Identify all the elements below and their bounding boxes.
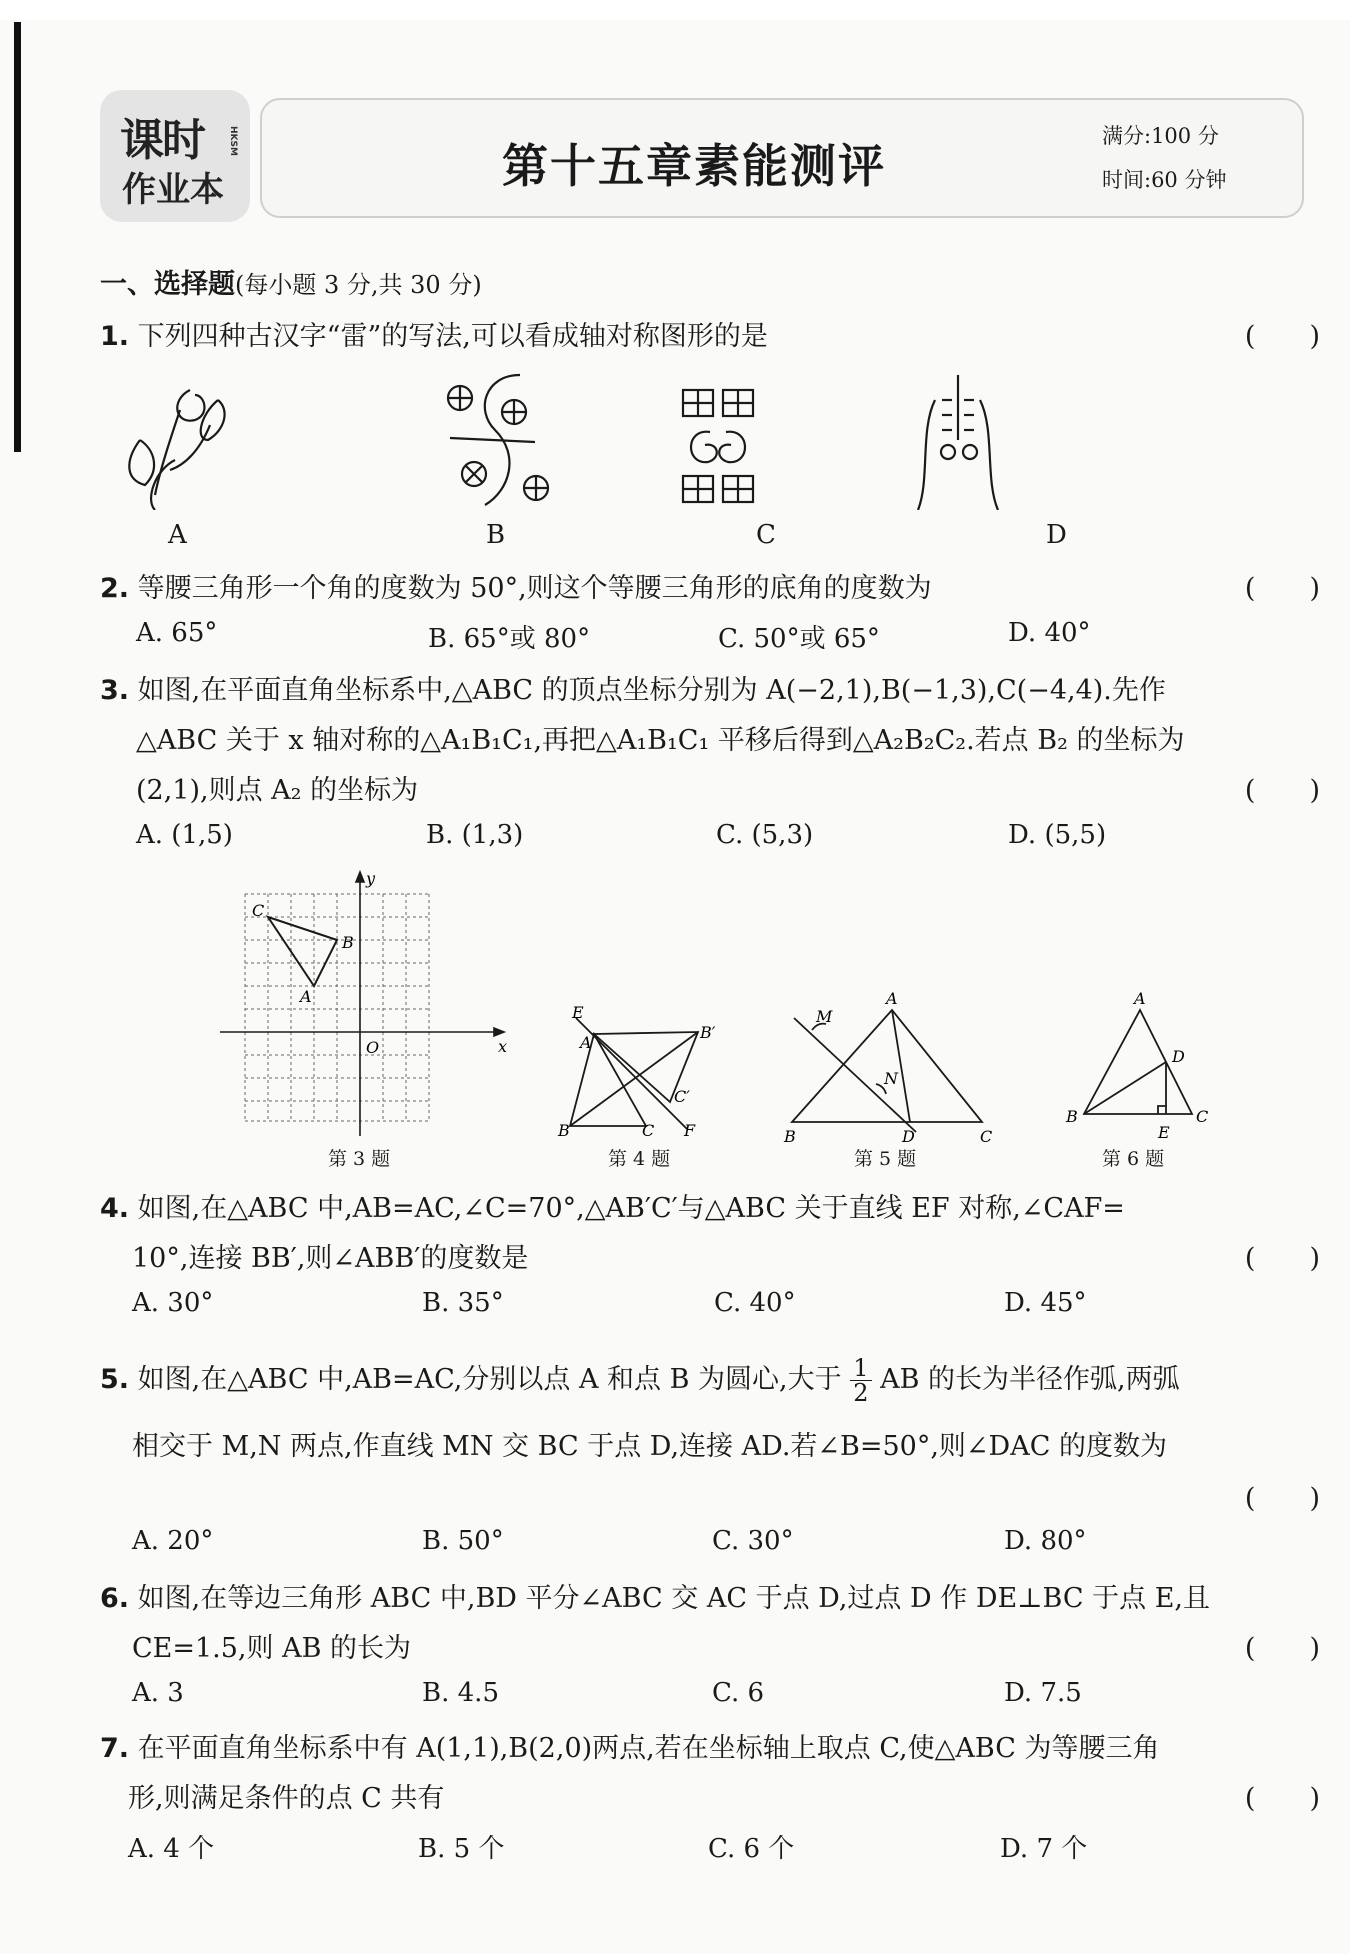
q1-label-a: A: [168, 520, 187, 550]
figure5-point-n: N: [884, 1069, 898, 1088]
figure4-point-c-prime: C′: [674, 1087, 690, 1106]
q5-fraction: [850, 1356, 871, 1405]
figure3-origin-label: O: [366, 1038, 380, 1057]
q6-number: 6.: [100, 1583, 130, 1614]
figure6-point-e: E: [1158, 1123, 1170, 1142]
q7-option-b[interactable]: B. 5 个: [418, 1834, 505, 1864]
q4-option-d[interactable]: D. 45°: [1004, 1288, 1087, 1318]
figure4-point-f: F: [684, 1121, 696, 1140]
q2-number: 2.: [100, 573, 130, 604]
q4-stem-line1: [100, 1186, 1125, 1225]
q7-text-line1: 在平面直角坐标系中有 A(1,1),B(2,0)两点,若在坐标轴上取点 C,使△ABC 为等腰三角: [137, 1733, 1160, 1764]
q1-number: 1.: [100, 321, 130, 352]
figure5-point-c: C: [980, 1127, 993, 1146]
figure5-point-m: M: [816, 1007, 833, 1026]
full-score: 满分:100 分: [1102, 124, 1219, 148]
figure4-point-e: E: [572, 1003, 584, 1022]
q7-option-d[interactable]: D. 7 个: [1000, 1834, 1088, 1864]
q6-stem-line1: [100, 1576, 1210, 1615]
glyph-b-image: [448, 375, 548, 505]
binding-spine: [14, 22, 21, 452]
q4-option-a[interactable]: A. 30°: [132, 1288, 214, 1318]
q4-option-c[interactable]: C. 40°: [714, 1288, 796, 1318]
q6-stem-line2: CE=1.5,则 AB 的长为: [132, 1633, 412, 1664]
figure6-point-b: B: [1066, 1107, 1078, 1126]
q3-answer-paren[interactable]: ( ): [1244, 775, 1320, 806]
figure5-point-d: D: [902, 1127, 915, 1146]
book-logo: [100, 90, 250, 222]
q2-option-a[interactable]: A. 65°: [136, 618, 218, 648]
figure5-point-a: A: [886, 989, 898, 1008]
q5-text-line1b: AB 的长为半径作弧,两弧: [880, 1364, 1180, 1395]
q3-stem-line2: △ABC 关于 x 轴对称的△A₁B₁C₁,再把△A₁B₁C₁ 平移后得到△A₂B₂C₂.若点 B₂ 的坐标为: [136, 725, 1185, 756]
q1-label-d: D: [1046, 520, 1067, 550]
q1-label-b: B: [486, 520, 506, 550]
section-heading: [100, 262, 482, 301]
q3-option-c[interactable]: C. (5,3): [716, 820, 814, 850]
figure6-point-d: D: [1172, 1047, 1185, 1066]
figure6-caption: 第 6 题: [1102, 1148, 1165, 1170]
q5-fraction-numerator: 1: [850, 1356, 871, 1381]
q3-number: 3.: [100, 675, 130, 706]
q7-option-c[interactable]: C. 6 个: [708, 1834, 795, 1864]
figure5-point-b: B: [784, 1127, 796, 1146]
figures-row: [100, 866, 1300, 1166]
q2-option-b[interactable]: B. 65°或 80°: [428, 624, 591, 654]
q6-option-c[interactable]: C. 6: [712, 1678, 765, 1708]
q4-option-b[interactable]: B. 35°: [422, 1288, 504, 1318]
logo-line1: 课时: [120, 115, 204, 166]
q6-option-a[interactable]: A. 3: [132, 1678, 184, 1708]
q2-stem: [100, 566, 932, 605]
q7-number: 7.: [100, 1733, 130, 1764]
figure3-triangle: [268, 917, 337, 986]
q7-option-a[interactable]: A. 4 个: [128, 1834, 215, 1864]
figure6-point-c: C: [1196, 1107, 1209, 1126]
q5-option-c[interactable]: C. 30°: [712, 1526, 794, 1556]
figure4-caption: 第 4 题: [608, 1148, 671, 1170]
q4-answer-paren[interactable]: ( ): [1244, 1243, 1320, 1274]
q5-answer-paren[interactable]: ( ): [1244, 1483, 1320, 1514]
q6-text-line1: 如图,在等边三角形 ABC 中,BD 平分∠ABC 交 AC 于点 D,过点 D 作 DE⊥BC 于点 E,且: [137, 1583, 1211, 1614]
q3-option-d[interactable]: D. (5,5): [1008, 820, 1107, 850]
title-box: [260, 98, 1304, 218]
figure4-point-b-prime: B′: [700, 1023, 716, 1042]
q5-fraction-denominator: 2: [853, 1379, 869, 1407]
q5-stem-line1: [100, 1356, 1180, 1405]
figure5-caption: 第 5 题: [854, 1148, 917, 1170]
q7-stem-line1: [100, 1726, 1159, 1765]
q5-option-a[interactable]: A. 20°: [132, 1526, 214, 1556]
q3-stem-line3: (2,1),则点 A₂ 的坐标为: [136, 775, 419, 806]
figure3-point-a: A: [300, 987, 312, 1006]
figure3-grid: [245, 894, 429, 1121]
q1-text: 下列四种古汉字“雷”的写法,可以看成轴对称图形的是: [137, 321, 768, 352]
page-top-strip: [0, 0, 1350, 20]
figure4-point-b: B: [558, 1121, 570, 1140]
q5-text-line1a: 如图,在△ABC 中,AB=AC,分别以点 A 和点 B 为圆心,大于: [137, 1364, 842, 1395]
figure3-y-label: y: [366, 869, 376, 888]
q3-text-line1: 如图,在平面直角坐标系中,△ABC 的顶点坐标分别为 A(−2,1),B(−1,3),C(−4,4).先作: [137, 675, 1166, 706]
logo-line2: 作业本: [122, 170, 224, 210]
q1-answer-paren[interactable]: ( ): [1244, 321, 1320, 352]
q1-stem: [100, 314, 768, 353]
q7-answer-paren[interactable]: ( ): [1244, 1783, 1320, 1814]
q7-stem-line2: 形,则满足条件的点 C 共有: [128, 1783, 445, 1814]
q5-option-d[interactable]: D. 80°: [1004, 1526, 1087, 1556]
q3-option-a[interactable]: A. (1,5): [136, 820, 233, 850]
q1-label-c: C: [756, 520, 776, 550]
q2-option-c[interactable]: C. 50°或 65°: [718, 624, 880, 654]
figure4-point-a: A: [580, 1033, 592, 1052]
figure4-point-c: C: [642, 1121, 655, 1140]
q6-option-d[interactable]: D. 7.5: [1004, 1678, 1082, 1708]
section-title: 一、选择题: [100, 269, 235, 300]
section-note: (每小题 3 分,共 30 分): [235, 271, 482, 299]
q6-option-b[interactable]: B. 4.5: [422, 1678, 499, 1708]
logo-small-text: HKSM: [228, 126, 238, 156]
figure3-caption: 第 3 题: [328, 1148, 391, 1170]
q2-option-d[interactable]: D. 40°: [1008, 618, 1091, 648]
q4-stem-line2: 10°,连接 BB′,则∠ABB′的度数是: [132, 1243, 529, 1274]
q4-text-line1: 如图,在△ABC 中,AB=AC,∠C=70°,△AB′C′与△ABC 关于直线 EF 对称,∠CAF=: [137, 1193, 1125, 1224]
q5-option-b[interactable]: B. 50°: [422, 1526, 504, 1556]
time-limit: 时间:60 分钟: [1102, 168, 1227, 192]
q1-glyph-images: [100, 370, 1300, 510]
glyph-d-image: [918, 375, 998, 510]
q2-text: 等腰三角形一个角的度数为 50°,则这个等腰三角形的底角的度数为: [137, 573, 932, 604]
figure6-point-a: A: [1134, 989, 1146, 1008]
q2-answer-paren[interactable]: ( ): [1244, 573, 1320, 604]
q3-stem-line1: [100, 668, 1166, 707]
q5-stem-line2: 相交于 M,N 两点,作直线 MN 交 BC 于点 D,连接 AD.若∠B=50°,则∠DAC 的度数为: [132, 1431, 1167, 1462]
q5-number: 5.: [100, 1364, 130, 1395]
glyph-c-image: [683, 390, 753, 502]
figure3-point-c: C: [252, 901, 265, 920]
page-title: 第十五章素能测评: [502, 139, 886, 193]
page-header: [100, 90, 1300, 222]
figure3-x-label: x: [498, 1037, 508, 1056]
glyph-a-image: [129, 390, 224, 510]
figure3-point-b: B: [342, 933, 354, 952]
q4-number: 4.: [100, 1193, 130, 1224]
q6-answer-paren[interactable]: ( ): [1244, 1633, 1320, 1664]
q3-option-b[interactable]: B. (1,3): [426, 820, 524, 850]
